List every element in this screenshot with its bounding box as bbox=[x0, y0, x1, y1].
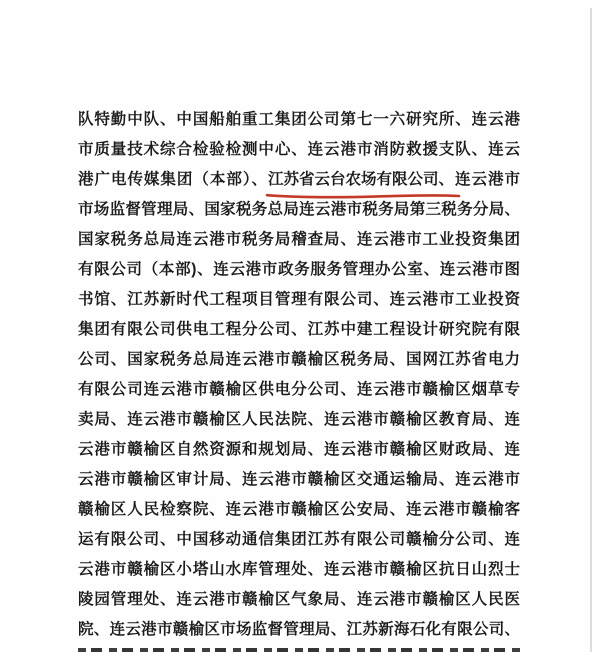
page-edge-line bbox=[590, 8, 592, 652]
red-underlined-text bbox=[268, 165, 454, 195]
text-line: 卖局、连云港市赣榆区人民法院、连云港市赣榆区教育局、连 bbox=[78, 411, 520, 428]
text-line: 市质量技术综合检验检测中心、连云港市消防救援支队、连云 bbox=[78, 141, 520, 158]
text-line: 院、连云港市赣榆区市场监督管理局、江苏新海石化有限公司、 bbox=[78, 621, 520, 638]
text-line: 有限公司（本部)、连云港市政务服务管理办公室、连云港市图 bbox=[78, 261, 520, 278]
text-line: 队特勤中队、中国船舶重工集团公司第七一六研究所、连云港 bbox=[78, 111, 520, 128]
text-line: 国家税务总局连云港市税务局稽查局、连云港市工业投资集团 bbox=[78, 231, 520, 248]
text-line: 书馆、江苏新时代工程项目管理有限公司、连云港市工业投资 bbox=[78, 291, 520, 308]
text-line: 云港市赣榆区审计局、连云港市赣榆区交通运输局、连云港市 bbox=[78, 471, 520, 488]
text-line: 集团有限公司供电工程分公司、江苏中建工程设计研究院有限 bbox=[78, 321, 520, 338]
text-line: 云港市赣榆区小塔山水库管理处、连云港市赣榆区抗日山烈士 bbox=[78, 561, 520, 578]
text-line: 云港市赣榆区自然资源和规划局、连云港市赣榆区财政局、连 bbox=[78, 441, 520, 458]
text-line: 赣榆区人民检察院、连云港市赣榆区公安局、连云港市赣榆客 bbox=[78, 501, 520, 518]
text-line: 陵园管理处、连云港市赣榆区气象局、连云港市赣榆区人民医 bbox=[78, 591, 520, 608]
text-line-with-annotation bbox=[78, 165, 520, 195]
text-segment: 港广电传媒集团（本部）、 bbox=[78, 171, 269, 188]
text-segment: 连云港市 bbox=[454, 171, 520, 188]
text-line: 运有限公司、中国移动通信集团江苏有限公司赣榆分公司、连 bbox=[78, 531, 520, 548]
text-block bbox=[78, 105, 520, 645]
text-line: 市场监督管理局、国家税务总局连云港市税务局第三税务分局、 bbox=[78, 201, 520, 218]
text-line: 公司、国家税务总局连云港市赣榆区税务局、国网江苏省电力 bbox=[78, 351, 520, 368]
text-line: 有限公司连云港市赣榆区供电分公司、连云港市赣榆区烟草专 bbox=[78, 381, 520, 398]
highlighted-company-name: 江苏省云台农场有限公司、 bbox=[268, 171, 455, 188]
clipped-next-line bbox=[78, 648, 520, 652]
